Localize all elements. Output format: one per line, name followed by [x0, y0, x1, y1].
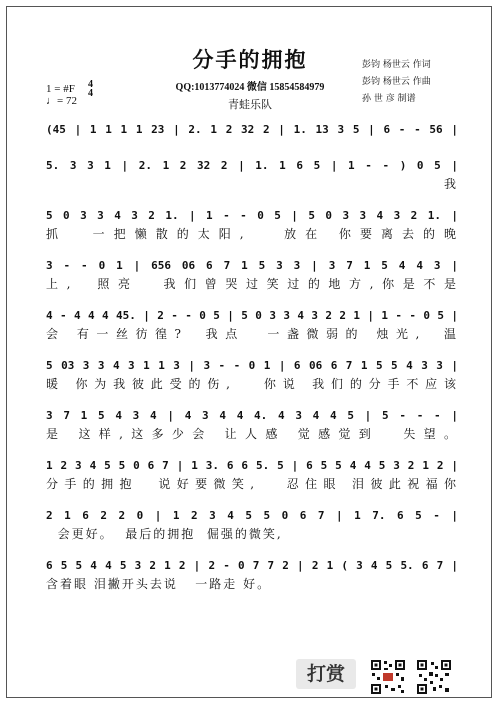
score-system-8: [46, 456, 458, 491]
reward-button[interactable]: 打赏: [296, 659, 356, 689]
time-signature: [88, 80, 93, 98]
score-system-1: [46, 120, 458, 149]
notation-line: 5 0 3 3 4 3 2 1. | 1 - - 0 5 | 5 0 3 3 4 3 2 1. |: [46, 209, 458, 222]
notation-line: 5. 3 3 1 | 2. 1 2 32 2 | 1. 1 6 5 | 1 - - ) 0 5 |: [46, 159, 458, 172]
tempo-mark: ♩= 72: [46, 95, 77, 107]
lyric-line: 会更好。 最后的拥抱 倔强的微笑,: [46, 527, 283, 541]
score-system-5: [46, 306, 458, 341]
qr-code-icon: [370, 659, 406, 695]
score-system-2: [46, 156, 458, 191]
notation-line: (45 | 1 1 1 1 23 | 2. 1 2 32 2 | 1. 13 3 5 | 6 - - 56 |: [46, 123, 458, 136]
score-system-9: [46, 506, 458, 541]
lyric-line: 会 有一丝彷徨? 我点 一盏微弱的 烛光, 温: [46, 327, 458, 341]
lyric-line: 我: [443, 177, 458, 191]
lyricist-credit: 彭钧 杨世云 作词: [362, 60, 431, 70]
score-system-6: [46, 356, 458, 391]
notation-line: 5 03 3 3 4 3 1 1 3 | 3 - - 0 1 | 6 06 6 7 1 5 5 4 3 3 |: [46, 359, 458, 372]
lyric-line: 抓 一把懒散的太阳, 放在 你要离去的晚: [46, 227, 458, 241]
song-title: 分手的拥抱: [192, 48, 308, 72]
lyric-line: [46, 139, 458, 157]
credits: [362, 57, 431, 108]
composer-credit: 彭钧 杨世云 作曲: [362, 77, 431, 87]
score-system-7: [46, 406, 458, 441]
lyric-line: 暖 你为我彼此受的伤, 你说 我们的分手不应该: [46, 377, 458, 391]
contact-info: QQ:1013774024 微信 15854584979: [175, 82, 325, 93]
notation-line: 3 7 1 5 4 3 4 | 4 3 4 4 4. 4 3 4 4 5 | 5 - - - |: [46, 409, 458, 422]
lyric-line: 分手的拥抱 说好要微笑, 忍住眼 泪彼此祝福你: [46, 477, 458, 491]
notation-line: 6 5 5 4 4 5 3 2 1 2 | 2 - 0 7 7 2 | 2 1 ( 3 4 5 5. 6 7 |: [46, 559, 458, 572]
notation-credit: 孙 世 彦 制谱: [362, 94, 416, 104]
notation-line: 4 - 4 4 4 45. | 2 - - 0 5 | 5 0 3 3 4 3 2 2 1 | 1 - - 0 5 |: [46, 309, 458, 322]
key-signature: 1 = #F: [46, 83, 75, 95]
notation-line: 3 - - 0 1 | 656 06 6 7 1 5 3 3 | 3 7 1 5 4 4 3 |: [46, 259, 458, 272]
notation-line: 1 2 3 4 5 5 0 6 7 | 1 3. 6 6 5. 5 | 6 5 5 4 4 5 3 2 1 2 |: [46, 459, 458, 472]
tempo-key: [46, 83, 77, 107]
notation-line: 2 1 6 2 2 0 | 1 2 3 4 5 5 0 6 7 | 1 7. 6 5 - |: [46, 509, 458, 522]
score-system-4: [46, 256, 458, 291]
band-name: 青蛙乐队: [228, 98, 272, 111]
time-signature-bottom: 4: [88, 88, 93, 99]
score-system-10: [46, 556, 458, 591]
time-signature-top: 4: [88, 79, 93, 90]
lyric-line: 是 这样,这多少会 让人感 觉感觉到 失望。: [46, 427, 458, 441]
qr-code-icon: [416, 659, 452, 695]
score-system-3: [46, 206, 458, 241]
score-body: [46, 120, 458, 591]
lyric-line: 上, 照亮 我们曾哭过笑过的地方,你是不是: [46, 277, 458, 291]
lyric-line: 含着眼 泪撇开头去说 一路走 好。: [46, 577, 272, 591]
